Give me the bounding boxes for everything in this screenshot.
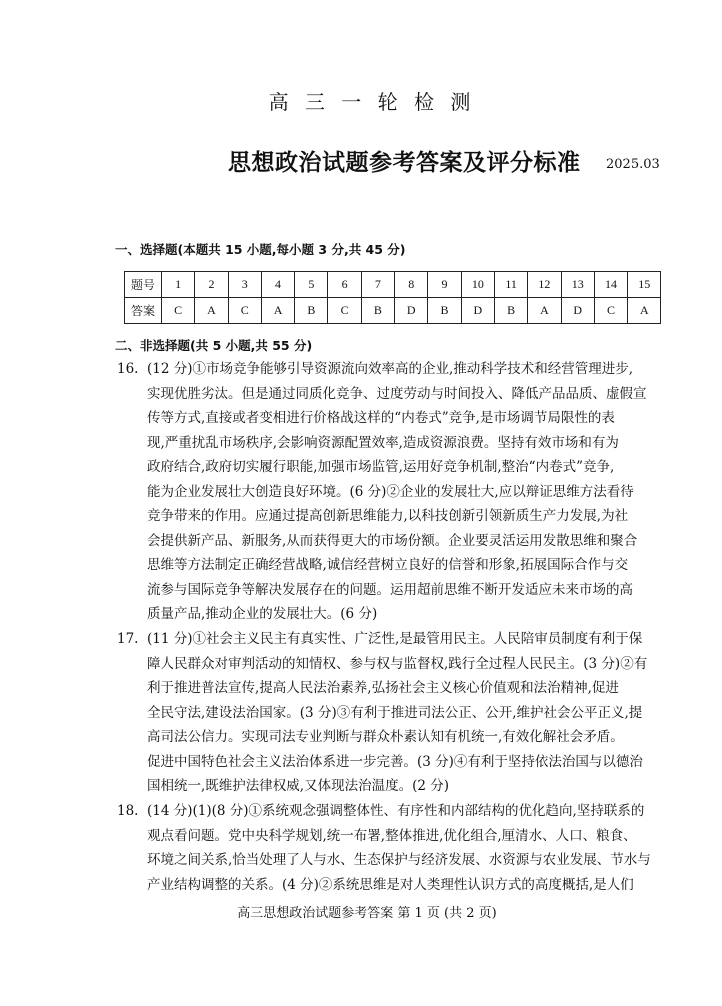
text-line: 促进中国特色社会主义法治体系进一步完善。(3 分)④有利于坚持依法治国与以德治 [147, 753, 643, 770]
answer-text [147, 627, 657, 799]
answer-cell: C [328, 298, 361, 324]
question-number-cell: 6 [328, 272, 361, 298]
text-line: (12 分)①市场竞争能够引导资源流向效率高的企业,推动科学技术和经营管理进步, [147, 361, 634, 377]
question-number-cell: 7 [361, 272, 394, 298]
question-number: 17. [117, 631, 139, 647]
text-line: 利于推进普法宣传,提高人民法治素养,弘扬社会主义核心价值观和法治精神,促进 [147, 680, 619, 696]
answer-table [124, 271, 661, 324]
answer-cell: B [295, 298, 328, 324]
exam-name: 高 三 一 轮 检 测 [268, 90, 476, 114]
row-label-answer: 答案 [125, 298, 162, 324]
page-title: 思想政治试题参考答案及评分标准 [228, 149, 581, 176]
answer-cell: C [228, 298, 261, 324]
question-number-cell: 14 [594, 272, 627, 298]
question-18 [117, 799, 657, 897]
question-number-cell: 5 [295, 272, 328, 298]
question-number-cell: 13 [561, 272, 594, 298]
text-line: 环境之间关系,恰当处理了人与水、生态保护与经济发展、水资源与农业发展、节水与 [147, 852, 651, 868]
question-number-cell: 8 [395, 272, 428, 298]
text-line: 障人民群众对审判活动的知情权、参与权与监督权,践行全过程人民民主。(3 分)②有 [147, 655, 648, 672]
number-row [125, 272, 661, 298]
answer-cell: D [395, 298, 428, 324]
answer-cell: B [361, 298, 394, 324]
question-number-cell: 10 [461, 272, 494, 298]
text-line: 会提供新产品、新服务,从而获得更大的市场份额。企业要灵活运用发散思维和聚合 [147, 532, 638, 549]
answer-cell: C [594, 298, 627, 324]
answer-cell: A [628, 298, 661, 324]
text-line: 全民守法,建设法治国家。(3 分)③有利于推进司法公正、公开,维护社会公平正义,提 [147, 704, 643, 721]
exam-date: 2025.03 [606, 157, 660, 172]
text-line: 产业结构调整的关系。(4 分)②系统思维是对人类理性认识方式的高度概括,是人们 [147, 876, 634, 893]
text-line: (14 分)(1)(8 分)①系统观念强调整体性、有序性和内部结构的优化趋向,坚持联系的 [147, 803, 645, 819]
answer-text [147, 357, 657, 627]
question-number-cell: 1 [162, 272, 195, 298]
answer-cell: B [494, 298, 527, 324]
question-number-cell: 3 [228, 272, 261, 298]
question-number-cell: 11 [494, 272, 527, 298]
text-line: 国相统一,既维护法律权威,又体现法治温度。(2 分) [147, 778, 449, 794]
text-line: 观点看问题。党中央科学规划,统一布署,整体推进,优化组合,厘清水、人口、粮食、 [147, 827, 637, 844]
question-number-cell: 9 [428, 272, 461, 298]
question-number-cell: 2 [195, 272, 228, 298]
text-line: 高司法公信力。实现司法专业判断与群众朴素认知有机统一,有效化解社会矛盾。 [147, 729, 624, 745]
page-footer: 高三思想政治试题参考答案 第 1 页 (共 2 页) [237, 906, 497, 921]
text-line: 竞争带来的作用。应通过提高创新思维能力,以科技创新引领新质生产力发展,为社 [147, 508, 629, 524]
question-number: 18. [117, 803, 139, 819]
section2-heading: 二、非选择题(共 5 小题,共 55 分) [115, 338, 313, 353]
answer-cell: A [528, 298, 561, 324]
section1-heading: 一、选择题(本题共 15 小题,每小题 3 分,共 45 分) [115, 242, 406, 257]
text-line: 能为企业发展壮大创造良好环境。(6 分)②企业的发展壮大,应以辩证思维方法看待 [147, 483, 634, 500]
text-line: 流参与国际竞争等解决发展存在的问题。运用超前思维不断开发适应未来市场的高 [147, 581, 633, 598]
text-line: 实现优胜劣汰。但是通过同质化竞争、过度劳动与时间投入、降低产品品质、虚假宣 [147, 385, 647, 402]
row-label-number: 题号 [125, 272, 162, 298]
answer-cell: C [162, 298, 195, 324]
question-number-cell: 15 [628, 272, 661, 298]
answer-row [125, 298, 661, 324]
question-number-cell: 12 [528, 272, 561, 298]
question-number-cell: 4 [261, 272, 294, 298]
answer-cell: A [195, 298, 228, 324]
text-line: 质量产品,推动企业的发展壮大。(6 分) [147, 606, 378, 622]
text-line: 传等方式,直接或者变相进行价格战这样的“内卷式”竞争,是市场调节局限性的表 [147, 410, 615, 426]
text-line: 政府结合,政府切实履行职能,加强市场监管,运用好竞争机制,整治“内卷式”竞争, [147, 459, 615, 475]
question-number: 16. [117, 361, 139, 377]
question-16 [117, 357, 657, 627]
text-line: 思维等方法制定正确经营战略,诚信经营树立良好的信誉和形象,拓展国际合作与交 [147, 557, 629, 573]
question-17 [117, 627, 657, 799]
answer-text [147, 799, 657, 897]
answer-cell: B [428, 298, 461, 324]
answer-cell: D [461, 298, 494, 324]
text-line: 现,严重扰乱市场秩序,会影响资源配置效率,造成资源浪费。坚持有效市场和有为 [147, 434, 619, 451]
text-line: (11 分)①社会主义民主有真实性、广泛性,是最管用民主。人民陪审员制度有利于保 [147, 631, 643, 647]
answer-cell: D [561, 298, 594, 324]
answer-cell: A [261, 298, 294, 324]
